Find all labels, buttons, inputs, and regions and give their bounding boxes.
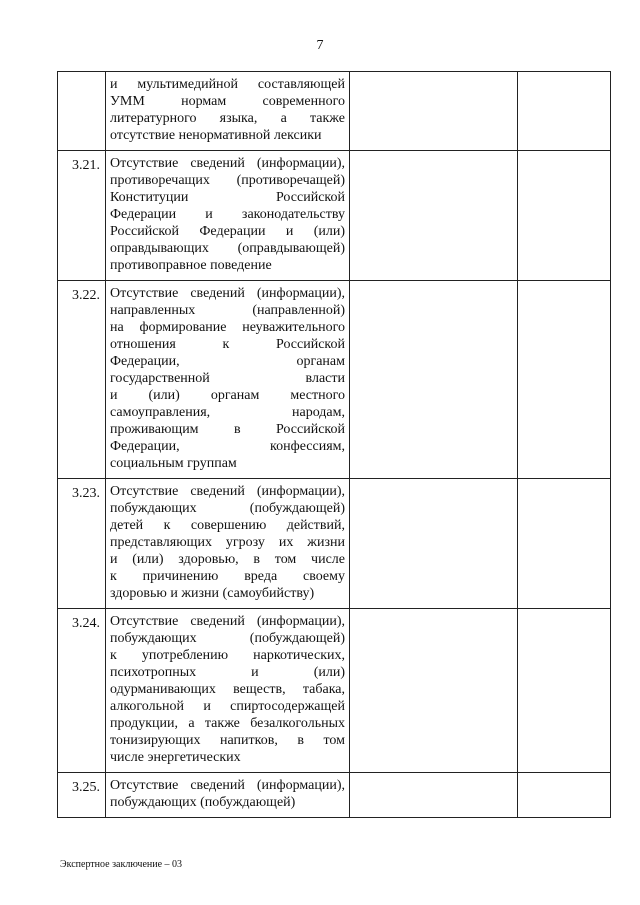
item-number: 3.22. <box>58 281 106 479</box>
description-line: отсутствие ненормативной лексики <box>110 128 322 143</box>
note-cell <box>518 479 611 609</box>
description-line: Отсутствие сведений (информации), <box>110 778 345 793</box>
item-description <box>106 773 350 818</box>
description-line: проживающим в Российской <box>110 422 345 437</box>
description-line: продукции, а также безалкогольных <box>110 716 345 731</box>
page-number: 7 <box>316 38 324 53</box>
note-cell <box>518 72 611 151</box>
item-number: 3.21. <box>58 151 106 281</box>
item-description <box>106 479 350 609</box>
description-line: противоречащих (противоречащей) <box>110 173 345 188</box>
note-cell <box>518 281 611 479</box>
description-line: социальным группам <box>110 456 237 471</box>
table-row <box>58 479 611 609</box>
description-line: тонизирующих напитков, в том <box>110 733 345 748</box>
assessment-cell <box>350 281 518 479</box>
description-line: к причинению вреда своему <box>110 569 345 584</box>
description-line: противоправное поведение <box>110 258 272 273</box>
description-line: к употреблению наркотических, <box>110 648 345 663</box>
description-line: Федерации, органам <box>110 354 345 369</box>
table-row <box>58 72 611 151</box>
assessment-cell <box>350 151 518 281</box>
item-number: 3.24. <box>58 609 106 773</box>
description-line: побуждающих (побуждающей) <box>110 795 296 810</box>
item-description <box>106 609 350 773</box>
description-line: Российской Федерации и (или) <box>110 224 345 239</box>
description-line: направленных (направленной) <box>110 303 345 318</box>
item-number: 3.23. <box>58 479 106 609</box>
criteria-table-body <box>58 72 611 818</box>
description-line: побуждающих (побуждающей) <box>110 501 345 516</box>
description-line: побуждающих (побуждающей) <box>110 631 345 646</box>
description-line: Отсутствие сведений (информации), <box>110 614 345 629</box>
note-cell <box>518 773 611 818</box>
footer-text: Экспертное заключение – 03 <box>60 859 183 870</box>
assessment-cell <box>350 72 518 151</box>
table-row <box>58 609 611 773</box>
description-line: Федерации, конфессиям, <box>110 439 345 454</box>
description-line: алкогольной и спиртосодержащей <box>110 699 345 714</box>
description-line: числе энергетических <box>110 750 241 765</box>
assessment-cell <box>350 609 518 773</box>
description-line: литературного языка, а также <box>110 111 345 126</box>
description-line: УММ нормам современного <box>110 94 345 109</box>
description-line: и (или) здоровью, в том числе <box>110 552 345 567</box>
description-line: на формирование неуважительного <box>110 320 345 335</box>
item-number: 3.25. <box>58 773 106 818</box>
description-line: и мультимедийной составляющей <box>110 77 345 92</box>
description-line: Федерации и законодательству <box>110 207 345 222</box>
item-description <box>106 151 350 281</box>
description-line: Конституции Российской <box>110 190 345 205</box>
description-line: психотропных и (или) <box>110 665 345 680</box>
description-line: Отсутствие сведений (информации), <box>110 156 345 171</box>
table-row <box>58 773 611 818</box>
description-line: Отсутствие сведений (информации), <box>110 484 345 499</box>
assessment-cell <box>350 479 518 609</box>
description-line: здоровью и жизни (самоубийству) <box>110 586 315 601</box>
description-line: оправдывающих (оправдывающей) <box>110 241 345 256</box>
description-line: представляющих угрозу их жизни <box>110 535 345 550</box>
description-line: самоуправления, народам, <box>110 405 345 420</box>
assessment-cell <box>350 773 518 818</box>
description-line: Отсутствие сведений (информации), <box>110 286 345 301</box>
note-cell <box>518 151 611 281</box>
note-cell <box>518 609 611 773</box>
description-line: отношения к Российской <box>110 337 345 352</box>
description-line: государственной власти <box>110 371 345 386</box>
item-description <box>106 72 350 151</box>
item-number <box>58 72 106 151</box>
description-line: детей к совершению действий, <box>110 518 345 533</box>
description-line: и (или) органам местного <box>110 388 345 403</box>
table-row <box>58 151 611 281</box>
item-description <box>106 281 350 479</box>
description-line: одурманивающих веществ, табака, <box>110 682 345 697</box>
table-row <box>58 281 611 479</box>
criteria-table <box>57 71 611 818</box>
